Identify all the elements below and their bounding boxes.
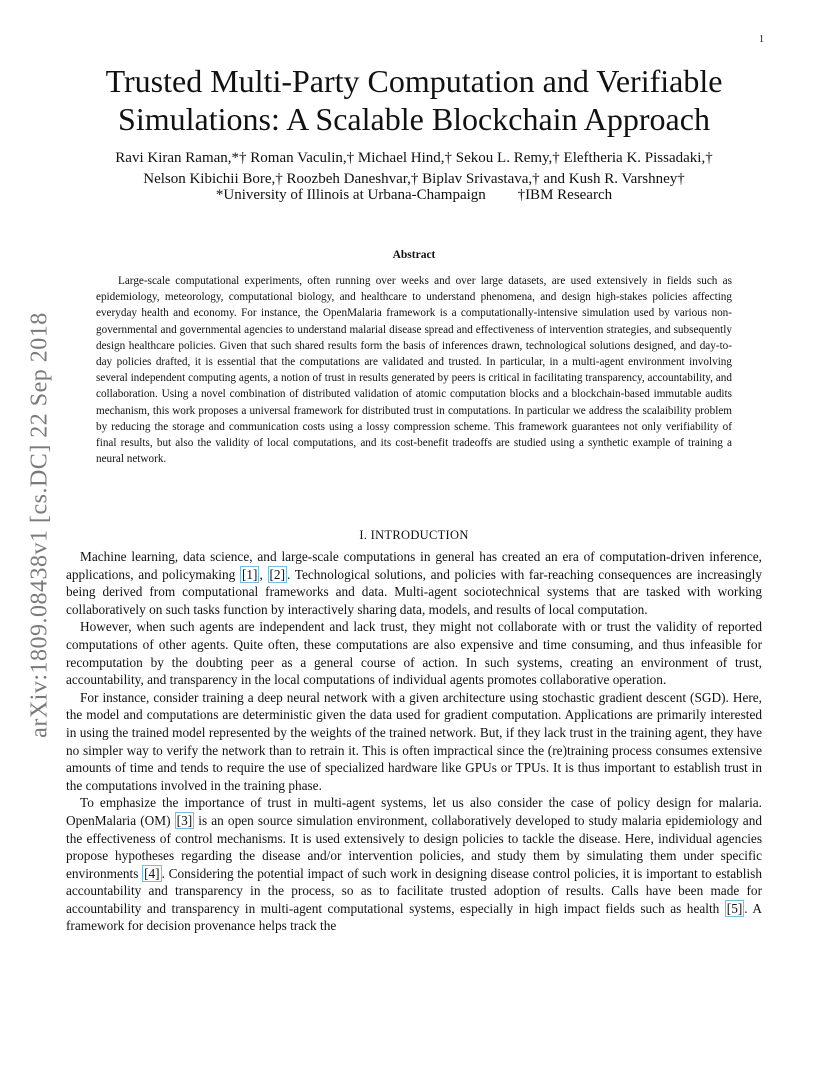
title-line: Simulations: A Scalable Blockchain Approach (118, 101, 710, 137)
affiliation-ibm: †IBM Research (517, 187, 613, 203)
introduction-body (66, 548, 762, 935)
text-run: However, when such agents are independent and lack trust, they might not collaborate with or trust the validity of reported computations of other agents. Quite often, these computations are also expensive and time consuming, and thus infeasible for recomputation by the doubting peer as a general course of action. In such systems, creating an environment of trust, accountability, and transparency in the local computations of individual agents promotes collaborative operation. (66, 619, 762, 688)
paragraph (66, 689, 762, 795)
author-line: Nelson Kibichii Bore,† Roozbeh Daneshvar,† Biplav Srivastava,† and Kush R. Varshney† (143, 171, 685, 187)
citation-link[interactable]: [1] (241, 566, 258, 582)
affiliations (70, 187, 758, 204)
citation-link[interactable]: [4] (144, 865, 160, 881)
arxiv-identifier[interactable]: arXiv:1809.08438v1 [cs.DC] 22 Sep 2018 (26, 312, 53, 738)
text-run: . Technological solutions, and policies with far-reaching consequences are increasingly being derived from computational frameworks and data. Multi-agent sociotechnical systems that are tasked with working collaboratively on such tasks function by interactively sharing data, models, and results of local computation. (66, 566, 762, 617)
paragraph (66, 618, 762, 688)
abstract-text: Large-scale computational experiments, often running over weeks and over large datasets, are used extensively in fields such as epidemiology, meteorology, computational biology, and healthcare to understand phenomena, and design high-stakes policies affecting everyday health and economy. For instance, the OpenMalaria framework is a computationally-intensive simulation used by various non-governmental and governmental agencies to understand malarial disease spread and effectiveness of intervention strategies, and subsequently design healthcare policies. Given that such shared results form the basis of inferences drawn, technological solutions designed, and day-to-day policies drafted, it is essential that the computations are validated and trusted. In particular, in a multi-agent environment involving several independent computing agents, a notion of trust in results generated by peers is critical in facilitating transparency, accountability, and collaboration. Using a novel combination of distributed validation of atomic computation blocks and a blockchain-based immutable audits mechanism, this work proposes a universal framework for distributed trust in computations. In particular we address the scalaibility problem by reducing the storage and communication costs using a lossy compression scheme. This framework guarantees not only verifiability of final results, but also the validity of local computations, and its cost-benefit tradeoffs are studied using a synthetic example of training a neural network. (96, 275, 732, 466)
text-run: Machine learning, data science, and large-scale computations in general has created an era of computation-driven inference, applications, and policymaking (66, 549, 762, 582)
citation-link[interactable]: [5] (726, 900, 743, 916)
page-number: 1 (759, 34, 764, 45)
text-run: . Considering the potential impact of such work in designing disease control policies, it is important to establish accountability and transparency in the process, so as to facilitate trusted adoption of results. Calls have been made for accountability and transparency in multi-agent computational systems, especially in high impact fields such as health (66, 865, 762, 916)
text-run: . A framework for decision provenance helps track the (66, 900, 762, 934)
section-heading: I. INTRODUCTION (359, 528, 469, 542)
author-list (70, 148, 758, 190)
citation-link[interactable]: [3] (176, 812, 193, 828)
text-run: , (259, 566, 268, 582)
author-line: Ravi Kiran Raman,*† Roman Vaculin,† Michael Hind,† Sekou L. Remy,† Eleftheria K. Pissadaki,† (115, 150, 713, 166)
text-run: is an open source simulation environment, collaboratively developed to study malaria epidemiology and the effectiveness of control mechanisms. It is used extensively to design policies to tackle the disease. Here, individual agencies propose hypotheses regarding the disease and/or intervention policies, and study them by simulating them under specific environments (66, 812, 762, 881)
abstract-heading: Abstract (392, 249, 436, 261)
text-run: For instance, consider training a deep neural network with a given architecture using stochastic gradient descent (SGD). Here, the model and computations are deterministic given the data used for gradient computation. Applications are primarily interested in using the trained model represented by the weights of the trained network. But, if they lack trust in the training agent, they have no simpler way to verify the network than to retrain it. This is often impractical since the (re)training process consumes extensive amounts of time and tends to require the use of specialized hardware like GPUs or TPUs. It is thus important to establish trust in the computations involved in the training phase. (66, 689, 762, 793)
paragraph (66, 794, 762, 935)
title-line: Trusted Multi-Party Computation and Verifiable (105, 63, 723, 99)
paragraph (66, 548, 762, 618)
paper-title (70, 62, 758, 138)
text-run: To emphasize the importance of trust in multi-agent systems, let us also consider the case of policy design for malaria. OpenMalaria (OM) (66, 795, 762, 828)
affiliation-illinois: *University of Illinois at Urbana-Champaign (215, 187, 486, 203)
citation-link[interactable]: [2] (269, 566, 286, 582)
